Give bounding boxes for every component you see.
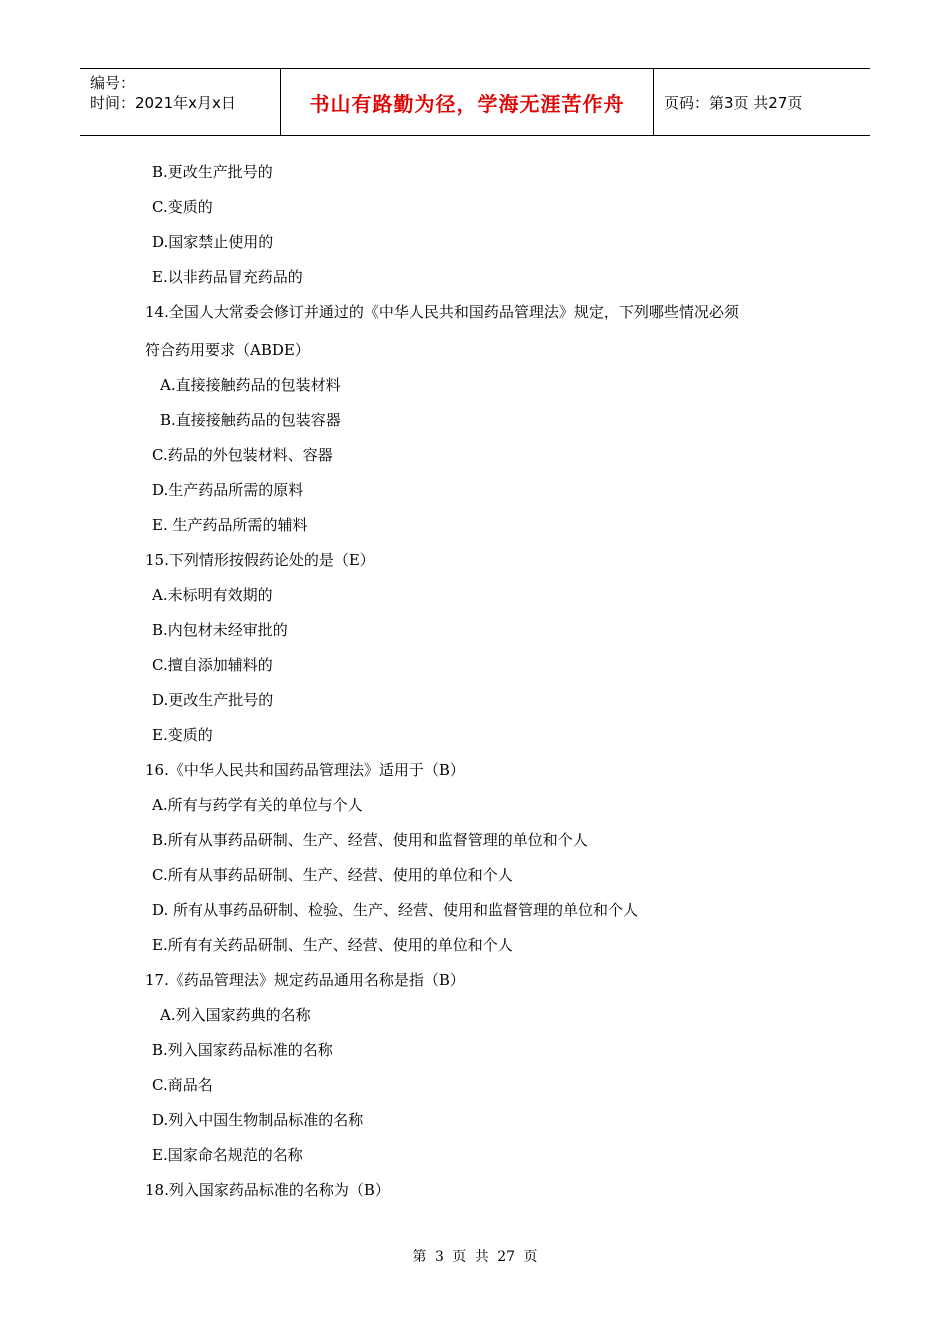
question-line: 18.列入国家药品标准的名称为（B） [145, 1181, 390, 1199]
question-line: 16.《中华人民共和国药品管理法》适用于（B） [145, 761, 465, 779]
header-meta [80, 69, 281, 135]
option-line: C.擅自添加辅料的 [152, 656, 273, 674]
option-line: B.所有从事药品研制、生产、经营、使用和监督管理的单位和个人 [152, 831, 588, 849]
option-line: E.变质的 [152, 726, 213, 744]
option-line: A.所有与药学有关的单位与个人 [152, 796, 363, 814]
option-line: C.商品名 [152, 1076, 213, 1094]
option-line: B.列入国家药品标准的名称 [152, 1041, 333, 1059]
option-line: D. 所有从事药品研制、检验、生产、经营、使用和监督管理的单位和个人 [152, 901, 639, 919]
option-line: B.更改生产批号的 [152, 163, 273, 181]
option-line: C.所有从事药品研制、生产、经营、使用的单位和个人 [152, 866, 513, 884]
question-line: 17.《药品管理法》规定药品通用名称是指（B） [145, 971, 465, 989]
question-line: 15.下列情形按假药论处的是（E） [145, 551, 375, 569]
option-line: E.以非药品冒充药品的 [152, 268, 303, 286]
option-line: C.变质的 [152, 198, 213, 216]
header-page-info: 页码：第3页 共27页 [664, 93, 803, 112]
question-line: 符合药用要求（ABDE） [145, 341, 310, 359]
page-header [80, 68, 870, 136]
option-line: B.内包材未经审批的 [152, 621, 288, 639]
option-line: E.国家命名规范的名称 [152, 1146, 303, 1164]
option-line: D.国家禁止使用的 [152, 233, 274, 251]
option-line: C.药品的外包装材料、容器 [152, 446, 333, 464]
option-line: E. 生产药品所需的辅料 [152, 516, 308, 534]
option-line: A.列入国家药典的名称 [160, 1006, 311, 1024]
date-label: 时间：2021年x月x日 [90, 94, 236, 112]
option-line: D.生产药品所需的原料 [152, 481, 304, 499]
option-line: B.直接接触药品的包装容器 [160, 411, 341, 429]
question-line: 14.全国人大常委会修订并通过的《中华人民共和国药品管理法》规定，下列哪些情况必须 [145, 303, 739, 321]
option-line: A.直接接触药品的包装材料 [160, 376, 341, 394]
page-footer: 第 3 页 共 27 页 [412, 1249, 538, 1265]
number-label: 编号： [90, 74, 136, 92]
option-line: E.所有有关药品研制、生产、经营、使用的单位和个人 [152, 936, 513, 954]
option-line: A.未标明有效期的 [152, 586, 273, 604]
header-motto: 书山有路勤为径，学海无涯苦作舟 [281, 69, 654, 135]
option-line: D.更改生产批号的 [152, 691, 274, 709]
option-line: D.列入中国生物制品标准的名称 [152, 1111, 364, 1129]
